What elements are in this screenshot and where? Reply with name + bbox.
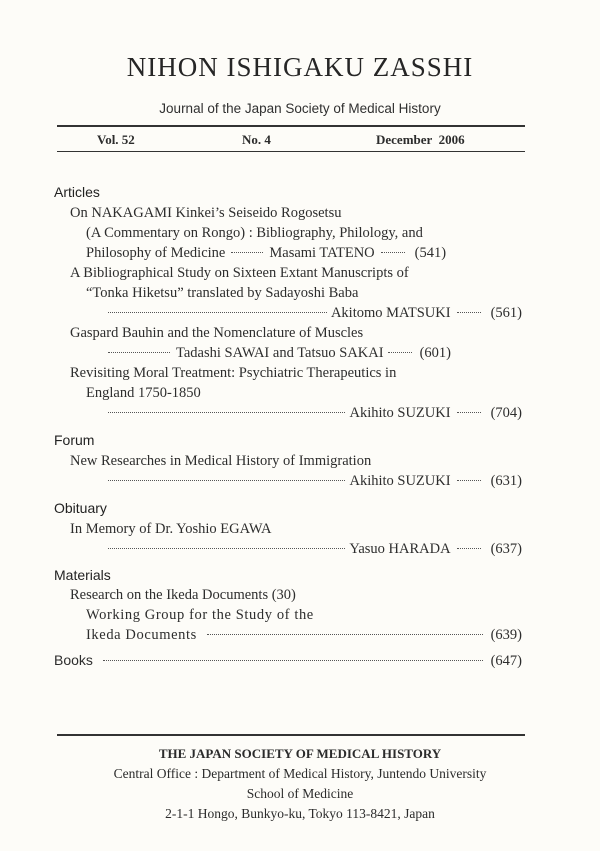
entry-page: (601) [419, 345, 451, 361]
section-articles: Articles [54, 184, 100, 200]
top-rule [57, 125, 525, 127]
entry-title-continued: (A Commentary on Rongo) : Bibliography, Philology, and [86, 225, 423, 241]
entry-title: New Researches in Medical History of Immigration [70, 453, 372, 469]
address: 2-1-1 Hongo, Bunkyo-ku, Tokyo 113-8421, Japan [165, 806, 435, 821]
dot-leader [231, 252, 263, 253]
books-row [54, 652, 522, 670]
entry-byline [86, 245, 522, 262]
entry-page: (541) [414, 245, 447, 261]
entry-byline [86, 627, 522, 644]
entry-title: Gaspard Bauhin and the Nomenclature of Muscles [70, 325, 364, 341]
section-books: Books [54, 652, 93, 668]
journal-title: NIHON ISHIGAKU ZASSHI [126, 52, 474, 82]
office-line: Central Office : Department of Medical History, Juntendo University [113, 766, 487, 781]
section-obituary: Obituary [54, 500, 107, 516]
issue-number: No. 4 [242, 132, 271, 147]
dot-leader [388, 352, 412, 353]
dot-leader [457, 312, 481, 313]
entry-byline [86, 305, 522, 322]
entry-byline [86, 541, 522, 558]
entry-page: (561) [490, 305, 522, 321]
section-materials: Materials [54, 567, 111, 583]
dot-leader [207, 634, 483, 635]
entry-title: A Bibliographical Study on Sixteen Extant Manuscripts of [70, 265, 409, 281]
entry-author: Akihito SUZUKI [349, 405, 451, 421]
entry-byline [86, 473, 522, 490]
journal-subtitle: Journal of the Japan Society of Medical History [159, 101, 441, 116]
entry-title: In Memory of Dr. Yoshio EGAWA [70, 521, 272, 537]
entry-page: (647) [490, 653, 522, 669]
entry-title-continued: Working Group for the Study of the [86, 607, 314, 623]
dot-leader [381, 252, 405, 253]
dot-leader [108, 312, 327, 313]
dot-leader [108, 412, 345, 413]
entry-author: Akitomo MATSUKI [330, 305, 451, 321]
dot-leader [108, 352, 170, 353]
dot-leader [457, 412, 481, 413]
entry-author: Yasuo HARADA [349, 541, 451, 557]
entry-byline [86, 345, 522, 362]
dot-leader [108, 548, 345, 549]
entry-byline [86, 405, 522, 422]
entry-author: Akihito SUZUKI [349, 473, 451, 489]
entry-author: Masami TATENO [269, 245, 375, 261]
entry-page: (631) [490, 473, 522, 489]
office-line-continued: School of Medicine [246, 786, 354, 801]
entry-title-continued: England 1750-1850 [86, 385, 201, 401]
entry-title: Research on the Ikeda Documents (30) [70, 587, 296, 603]
entry-title-continued: Ikeda Documents [86, 627, 197, 643]
dot-leader [457, 548, 481, 549]
society-name: THE JAPAN SOCIETY OF MEDICAL HISTORY [158, 746, 442, 761]
volume: Vol. 52 [97, 132, 135, 147]
footer-rule [57, 734, 525, 736]
dot-leader [108, 480, 345, 481]
dot-leader [457, 480, 481, 481]
entry-page: (704) [490, 405, 522, 421]
entry-page: (637) [490, 541, 522, 557]
dot-leader [103, 660, 483, 661]
entry-title: On NAKAGAMI Kinkei’s Seiseido Rogosetsu [70, 205, 342, 221]
section-forum: Forum [54, 432, 95, 448]
entry-title-continued: Philosophy of Medicine [86, 245, 226, 261]
entry-title: Revisiting Moral Treatment: Psychiatric Therapeutics in [70, 365, 397, 381]
issue-rule [57, 151, 525, 152]
issue-date: December 2006 [376, 132, 465, 147]
entry-author: Tadashi SAWAI and Tatsuo SAKAI [176, 345, 384, 361]
entry-title-continued: “Tonka Hiketsu” translated by Sadayoshi Baba [86, 285, 359, 301]
entry-page: (639) [490, 627, 522, 643]
